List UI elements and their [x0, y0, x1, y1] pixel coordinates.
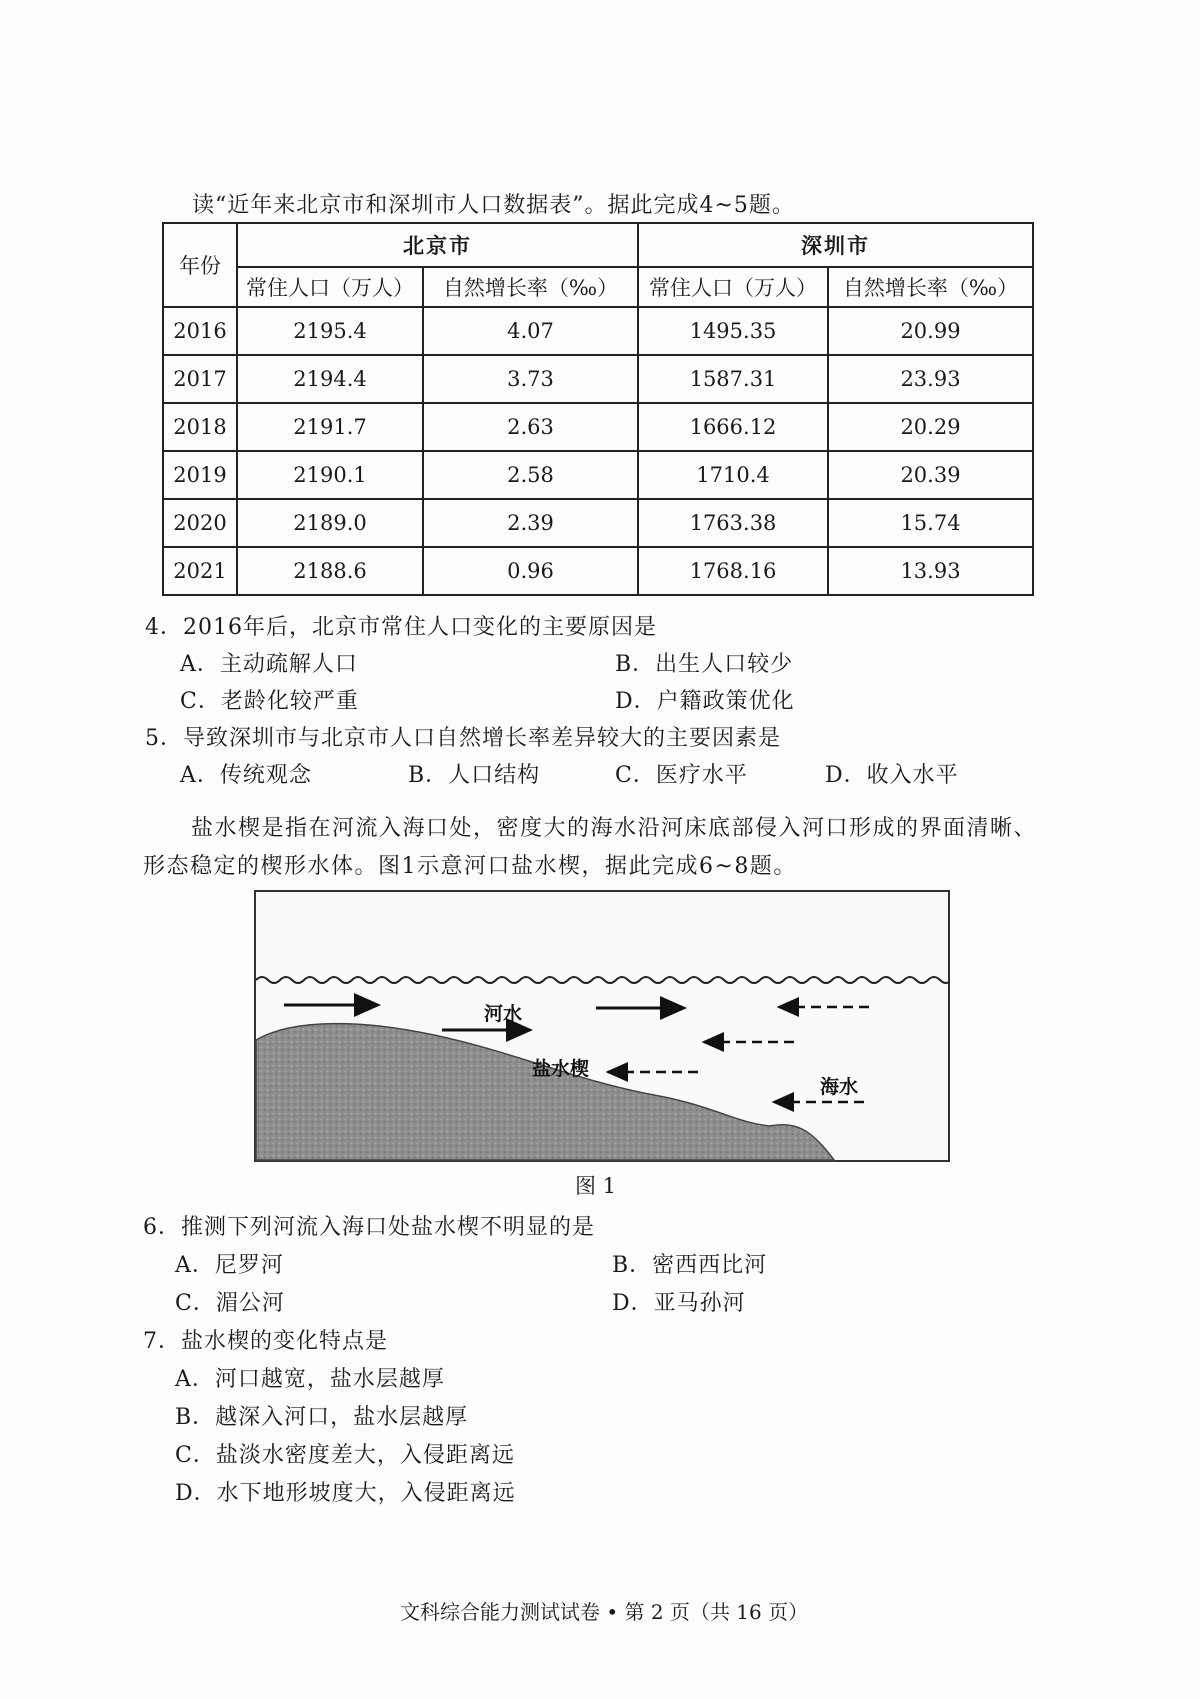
- shenzhen-pop-cell: 1495.35: [638, 307, 828, 355]
- year-cell: 2021: [163, 547, 237, 595]
- year-cell: 2016: [163, 307, 237, 355]
- beijing-pop-cell: 2189.0: [237, 499, 423, 547]
- beijing-rate-cell: 0.96: [423, 547, 638, 595]
- shenzhen-rate-cell: 13.93: [828, 547, 1033, 595]
- beijing-rate-cell: 2.58: [423, 451, 638, 499]
- shenzhen-rate-cell: 23.93: [828, 355, 1033, 403]
- year-cell: 2019: [163, 451, 237, 499]
- question-5-option-d: D．收入水平: [825, 763, 959, 788]
- page-footer: 文科综合能力测试试卷 • 第 2 页（共 16 页）: [400, 1600, 809, 1624]
- beijing-rate-cell: 3.73: [423, 355, 638, 403]
- beijing-pop-cell: 2194.4: [237, 355, 423, 403]
- population-table: [162, 222, 1034, 596]
- table-row: [163, 403, 1033, 451]
- beijing-pop-cell: 2188.6: [237, 547, 423, 595]
- question-5-option-c: C．医疗水平: [615, 763, 748, 788]
- question-5-option-a: A．传统观念: [180, 763, 312, 788]
- question-7-option-a: A．河口越宽，盐水层越厚: [175, 1367, 445, 1392]
- question-6-stem: 6．推测下列河流入海口处盐水楔不明显的是: [143, 1215, 595, 1240]
- table-row: [163, 451, 1033, 499]
- shenzhen-pop-cell: 1710.4: [638, 451, 828, 499]
- question-6-option-a: A．尼罗河: [175, 1253, 284, 1278]
- beijing-rate-header: 自然增长率（‰）: [423, 267, 638, 307]
- shenzhen-rate-cell: 20.99: [828, 307, 1033, 355]
- table-row: [163, 355, 1033, 403]
- question-7-option-d: D．水下地形坡度大，入侵距离远: [175, 1481, 516, 1506]
- year-cell: 2017: [163, 355, 237, 403]
- table-row: [163, 307, 1033, 355]
- salt-wedge-figure: [254, 890, 950, 1162]
- shenzhen-pop-cell: 1763.38: [638, 499, 828, 547]
- beijing-pop-cell: 2190.1: [237, 451, 423, 499]
- shenzhen-pop-cell: 1768.16: [638, 547, 828, 595]
- question-7-stem: 7．盐水楔的变化特点是: [143, 1329, 388, 1354]
- year-cell: 2020: [163, 499, 237, 547]
- question-4-option-b: B．出生人口较少: [615, 652, 794, 677]
- table-intro: 读“近年来北京市和深圳市人口数据表”。据此完成4~5题。: [192, 193, 795, 218]
- beijing-pop-cell: 2195.4: [237, 307, 423, 355]
- figure-caption: 图 1: [575, 1174, 617, 1198]
- river-water-label: 河水: [484, 1003, 523, 1025]
- question-7-option-b: B．越深入河口，盐水层越厚: [175, 1405, 469, 1430]
- shenzhen-header: 深圳市: [638, 223, 1033, 267]
- table-row: [163, 499, 1033, 547]
- year-cell: 2018: [163, 403, 237, 451]
- sea-water-label: 海水: [820, 1076, 859, 1098]
- question-7-option-c: C．盐淡水密度差大，入侵距离远: [175, 1443, 515, 1468]
- shenzhen-rate-cell: 20.39: [828, 451, 1033, 499]
- year-header: 年份: [163, 223, 237, 307]
- shenzhen-pop-cell: 1666.12: [638, 403, 828, 451]
- question-4-option-d: D．户籍政策优化: [615, 689, 795, 714]
- shenzhen-rate-cell: 20.29: [828, 403, 1033, 451]
- salt-wedge-diagram: [254, 890, 950, 1162]
- beijing-pop-header: 常住人口（万人）: [237, 267, 423, 307]
- question-4-option-a: A．主动疏解人口: [180, 652, 358, 677]
- question-6-option-c: C．湄公河: [175, 1291, 285, 1316]
- shenzhen-pop-cell: 1587.31: [638, 355, 828, 403]
- question-4-option-c: C．老龄化较严重: [180, 689, 359, 714]
- beijing-rate-cell: 2.63: [423, 403, 638, 451]
- passage-text: 盐水楔是指在河流入海口处，密度大的海水沿河床底部侵入河口形成的界面清晰、形态稳定的楔形水体。图1示意河口盐水楔，据此完成6~8题。: [143, 816, 1038, 879]
- beijing-header: 北京市: [237, 223, 638, 267]
- beijing-rate-cell: 4.07: [423, 307, 638, 355]
- salt-wedge-passage: [143, 810, 1053, 886]
- beijing-pop-cell: 2191.7: [237, 403, 423, 451]
- shenzhen-rate-header: 自然增长率（‰）: [828, 267, 1033, 307]
- question-5-option-b: B．人口结构: [408, 763, 541, 788]
- question-6-option-d: D．亚马孙河: [612, 1291, 746, 1316]
- beijing-rate-cell: 2.39: [423, 499, 638, 547]
- shenzhen-rate-cell: 15.74: [828, 499, 1033, 547]
- shenzhen-pop-header: 常住人口（万人）: [638, 267, 828, 307]
- question-4-stem: 4．2016年后，北京市常住人口变化的主要原因是: [145, 615, 657, 640]
- table-row: [163, 547, 1033, 595]
- question-5-stem: 5．导致深圳市与北京市人口自然增长率差异较大的主要因素是: [145, 726, 781, 751]
- salt-wedge-label: 盐水楔: [532, 1058, 590, 1080]
- question-6-option-b: B．密西西比河: [612, 1253, 768, 1278]
